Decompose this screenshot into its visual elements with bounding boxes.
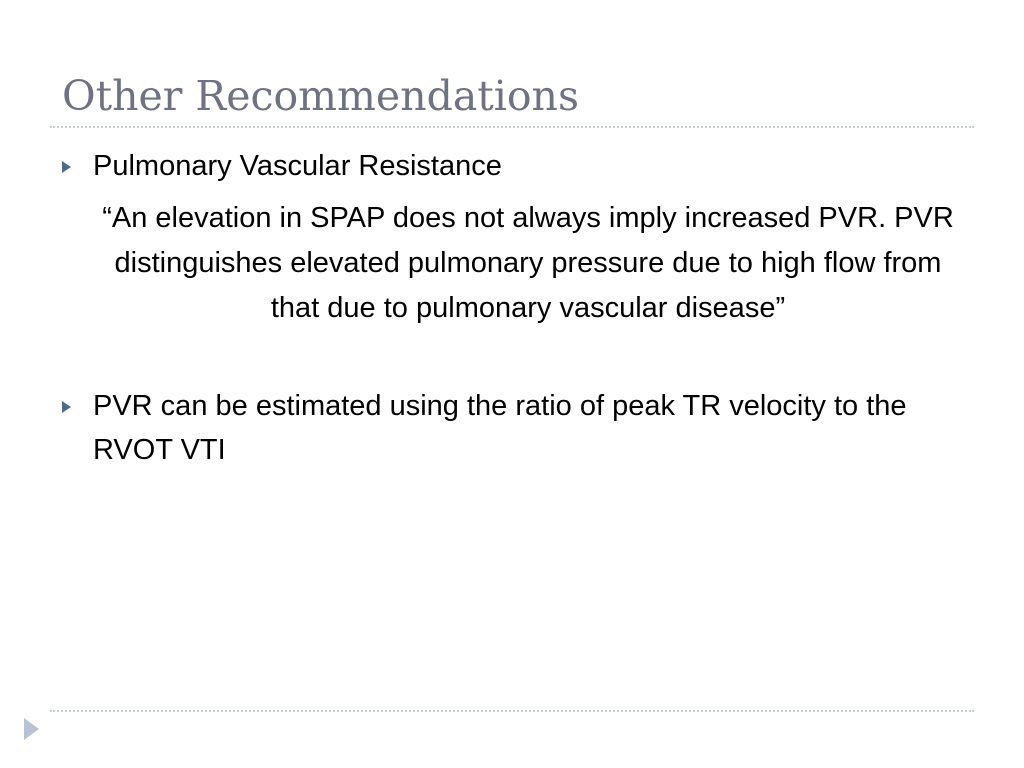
bullet-text: Pulmonary Vascular Resistance	[93, 150, 502, 182]
bullet-item	[62, 144, 967, 188]
triangle-bullet-icon	[62, 401, 71, 413]
bullet-item	[62, 384, 967, 472]
title-divider	[50, 126, 974, 128]
footer-divider	[50, 710, 974, 712]
bullet-text: PVR can be estimated using the ratio of peak TR velocity to the RVOT VTI	[93, 390, 907, 466]
play-triangle-icon[interactable]	[24, 718, 39, 740]
quote-text: “An elevation in SPAP does not always imply increased PVR. PVR distinguishes elevated pulmonary pressure due to high flow from that due to pulmonary vascular disease”	[102, 202, 954, 324]
triangle-bullet-icon	[62, 161, 71, 173]
slide-title: Other Recommendations	[62, 72, 580, 120]
